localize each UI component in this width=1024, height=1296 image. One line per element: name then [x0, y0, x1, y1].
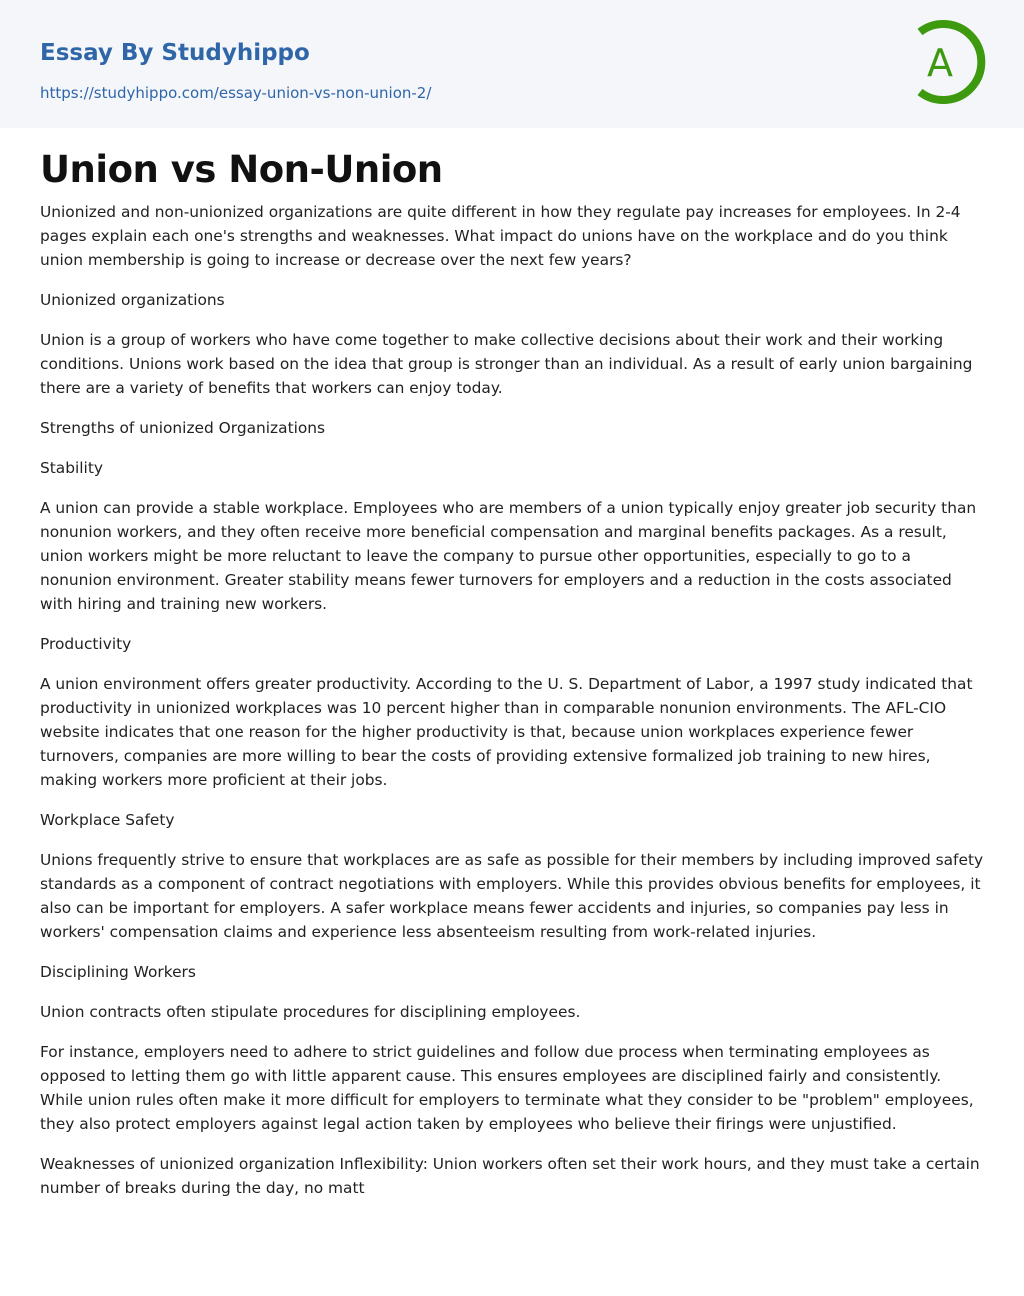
site-header	[0, 0, 1024, 128]
essay-content	[0, 148, 1024, 1200]
essay-paragraph: Unions frequently strive to ensure that workplaces are as safe as possible for their members by including improved safety standards as a component of contract negotiations with employers. While this provides obvious benefits for employees, it also can be important for employers. A safer workplace means fewer accidents and injuries, so companies pay less in workers' compensation claims and experience less absenteeism resulting from work-related injuries.	[40, 851, 984, 941]
essay-paragraph: Union is a group of workers who have come together to make collective decisions about their work and their working conditions. Unions work based on the idea that group is stronger than an individual. As a result of early union bargaining there are a variety of benefits that workers can enjoy today.	[40, 331, 973, 397]
essay-body	[40, 200, 984, 1200]
essay-paragraph: For instance, employers need to adhere to strict guidelines and follow due process when terminating employees as opposed to letting them go with little apparent cause. This ensures employees are disciplined fairly and consistently. While union rules often make it more difficult for employers to terminate what they consider to be "problem" employees, they also protect employers against legal action taken by employees who believe their firings were unjustified.	[40, 1043, 974, 1133]
essay-paragraph: Stability	[40, 459, 103, 477]
essay-paragraph: Strengths of unionized Organizations	[40, 419, 326, 437]
essay-paragraph: A union can provide a stable workplace. Employees who are members of a union typically enjoy greater job security than nonunion workers, and they often receive more beneficial compensation and marginal benefits packages. As a result, union workers might be more reluctant to leave the company to pursue other opportunities, especially to go to a nonunion environment. Greater stability means fewer turnovers for employers and a reduction in the costs associated with hiring and training new workers.	[40, 499, 977, 613]
essay-paragraph: A union environment offers greater productivity. According to the U. S. Department of Labor, a 1997 study indicated that productivity in unionized workplaces was 10 percent higher than in comparable nonunion environments. The AFL-CIO website indicates that one reason for the higher productivity is that, because union workplaces experience fewer turnovers, companies are more willing to bear the costs of providing extensive formalized job training to new hires, making workers more proficient at their jobs.	[40, 675, 973, 789]
brand-title[interactable]: Essay By Studyhippo	[40, 40, 310, 66]
essay-paragraph: Disciplining Workers	[40, 963, 196, 981]
logo-letter: A	[927, 41, 953, 85]
essay-paragraph: Unionized and non-unionized organizations are quite different in how they regulate pay increases for employees. In 2-4 pages explain each one's strengths and weaknesses. What impact do unions have on the workplace and do you think union membership is going to increase or decrease over the next few years?	[40, 203, 961, 269]
studyhippo-logo-icon[interactable]	[908, 18, 988, 106]
essay-title: Union vs Non-Union	[40, 148, 443, 191]
essay-paragraph: Union contracts often stipulate procedures for disciplining employees.	[40, 1003, 581, 1021]
essay-paragraph: Unionized organizations	[40, 291, 225, 309]
essay-paragraph: Workplace Safety	[40, 811, 175, 829]
essay-paragraph: Weaknesses of unionized organization Inflexibility: Union workers often set their work hours, and they must take a certain number of breaks during the day, no matt	[40, 1155, 980, 1197]
essay-url-link[interactable]: https://studyhippo.com/essay-union-vs-non-union-2/	[40, 84, 432, 102]
essay-paragraph: Productivity	[40, 635, 132, 653]
